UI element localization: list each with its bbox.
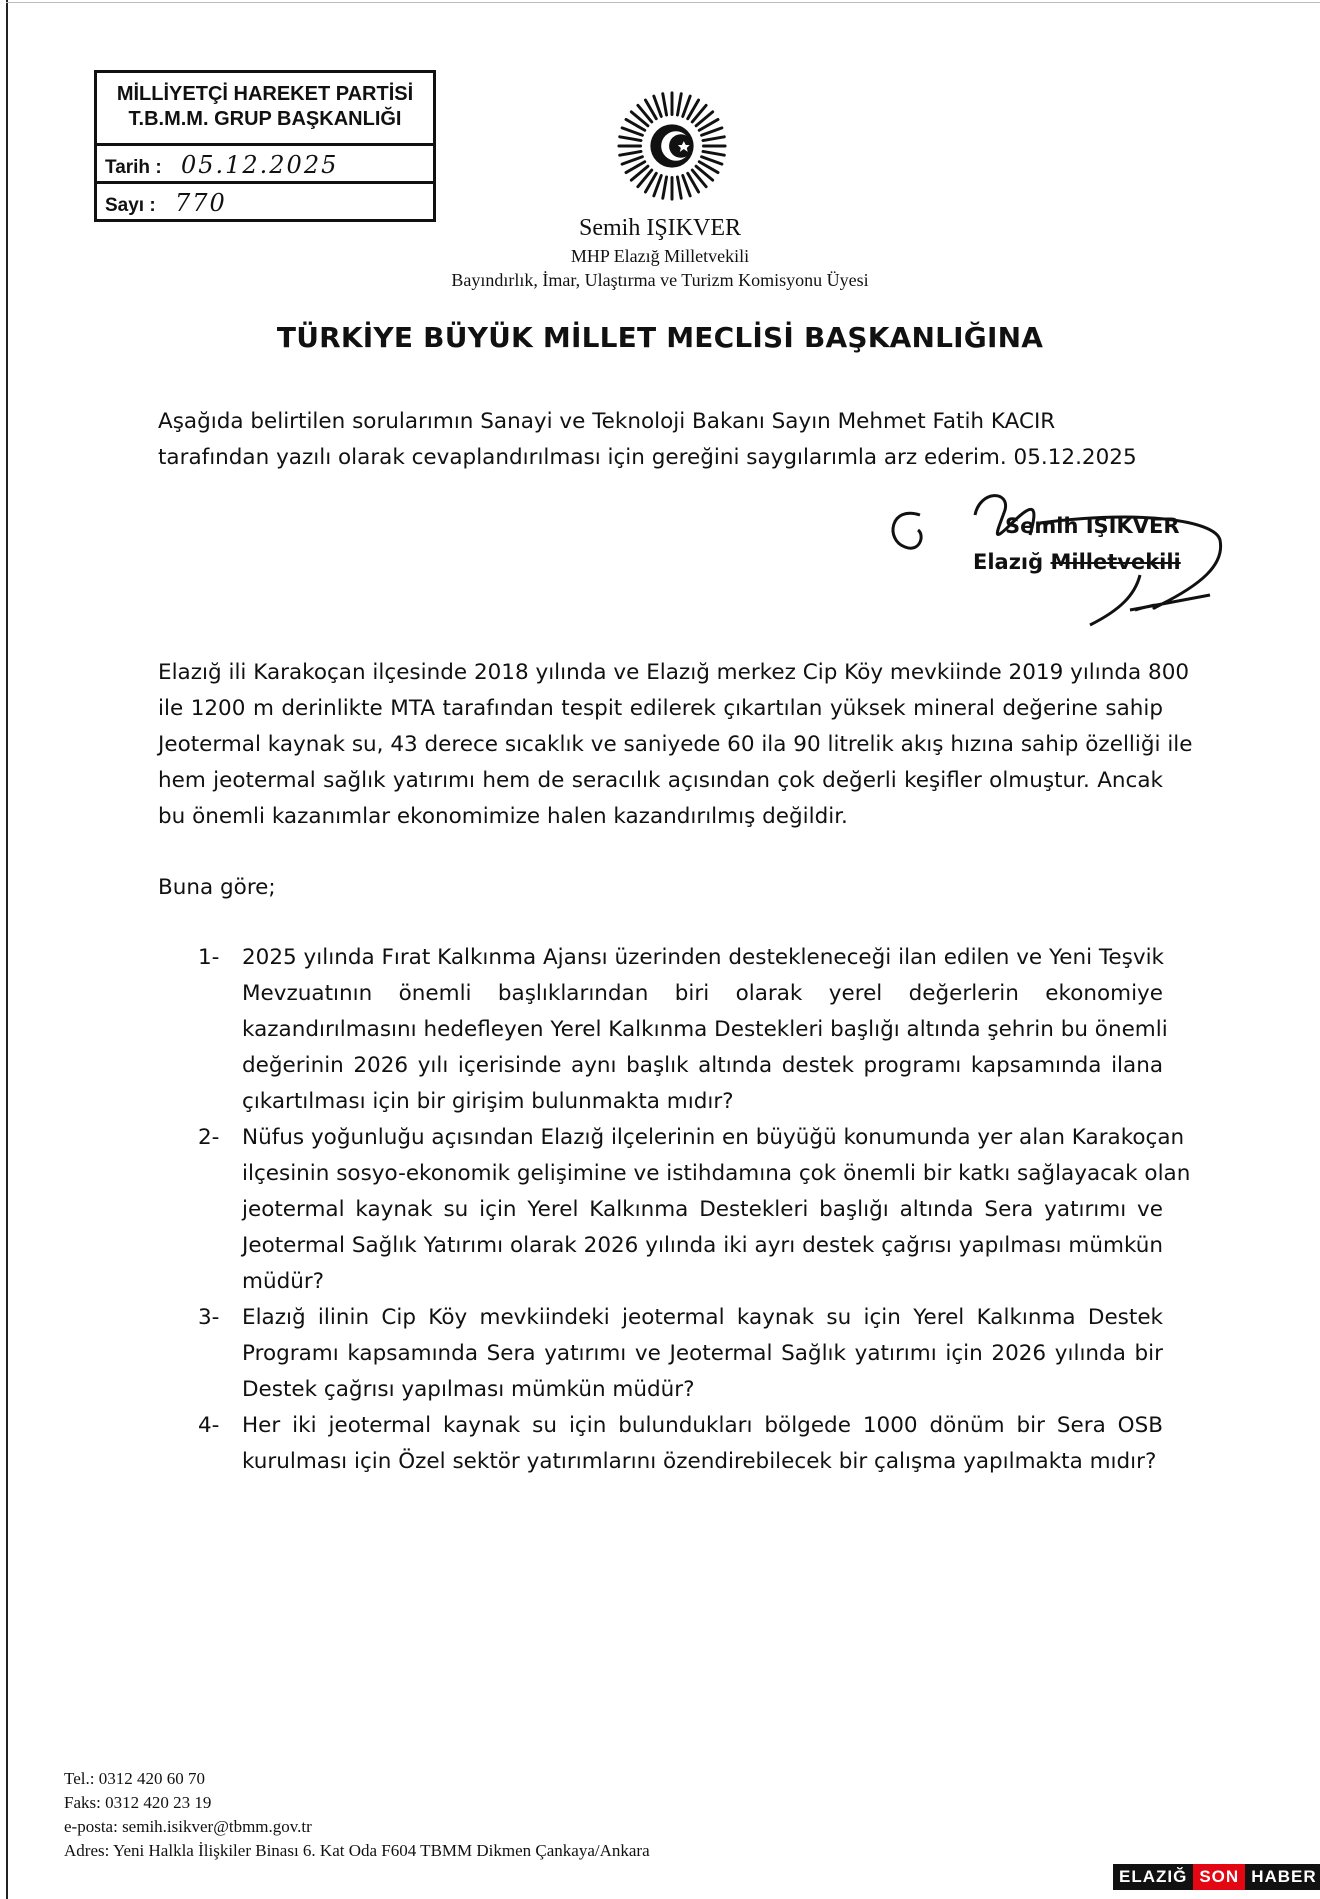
question-item	[198, 1408, 1163, 1480]
stamp-party: MİLLİYETÇİ HAREKET PARTİSİ	[116, 83, 414, 105]
question-line: Nüfus yoğunluğu açısından Elazığ ilçelerinin en büyüğü konumunda yer alan Karakoçan	[242, 1125, 1185, 1150]
letterhead-commission: Bayındırlık, İmar, Ulaştırma ve Turizm Komisyonu Üyesi	[451, 270, 869, 290]
question-line: Her iki jeotermal kaynak su için bulundukları bölgede 1000 dönüm bir Sera OSB	[242, 1413, 1163, 1438]
body-line: bu önemli kazanımlar ekonomimize halen kazandırılmış değildir.	[158, 804, 848, 829]
question-line: Destek çağrısı yapılması mümkün müdür?	[242, 1377, 695, 1402]
watermark-part: ELAZIĞ	[1113, 1864, 1193, 1890]
intro-line: Aşağıda belirtilen sorularımın Sanayi ve Teknoloji Bakanı Sayın Mehmet Fatih KACIR	[158, 409, 1056, 434]
question-list	[198, 940, 1191, 1480]
footer-address: Adres: Yeni Halkla İlişkiler Binası 6. Kat Oda F604 TBMM Dikmen Çankaya/Ankara	[64, 1841, 650, 1860]
question-number: 4-	[198, 1413, 220, 1438]
stamp-header	[97, 73, 433, 146]
watermark-part: SON	[1193, 1864, 1245, 1890]
footer-email: e-posta: semih.isikver@tbmm.gov.tr	[64, 1817, 312, 1836]
body-line: Elazığ ili Karakoçan ilçesinde 2018 yılında ve Elazığ merkez Cip Köy mevkiinde 2019 yılında 800	[158, 660, 1190, 685]
stamp-office: T.B.M.M. GRUP BAŞKANLIĞI	[128, 108, 402, 130]
watermark-part: HABER	[1245, 1864, 1320, 1890]
stamp-number-value: 770	[174, 189, 227, 217]
question-line: ilçesinin sosyo-ekonomik gelişimine ve istihdamına çok önemli bir katkı sağlayacak olan	[242, 1161, 1191, 1186]
letterhead-name: Semih IŞIKVER	[579, 215, 741, 241]
footer-tel: Tel.: 0312 420 60 70	[64, 1769, 205, 1788]
document-title: TÜRKİYE BÜYÜK MİLLET MECLİSİ BAŞKANLIĞINA	[276, 321, 1044, 354]
question-line: müdür?	[242, 1269, 325, 1294]
question-line: jeotermal kaynak su için Yerel Kalkınma Destekleri başlığı altında Sera yatırımı ve	[242, 1197, 1163, 1222]
question-line: 2025 yılında Fırat Kalkınma Ajansı üzerinden destekleneceği ilan edilen ve Yeni Teşvik	[242, 945, 1164, 970]
intro-paragraph	[158, 404, 1158, 476]
question-item	[198, 940, 1168, 1120]
signature-role: Milletvekili	[1050, 550, 1181, 574]
page-edge-top	[6, 2, 1320, 3]
footer-fax: Faks: 0312 420 23 19	[64, 1793, 212, 1812]
source-watermark	[1113, 1864, 1320, 1890]
stamp-date-label: Tarih :	[105, 157, 162, 178]
signature-name: Semih IŞIKVER	[1005, 514, 1180, 538]
body-paragraph	[158, 655, 1193, 835]
body-line: hem jeotermal sağlık yatırımı hem de seracılık açısından çok değerli keşifler olmuştur. Ancak	[158, 768, 1163, 793]
question-line: Jeotermal Sağlık Yatırımı olarak 2026 yılında iki ayrı destek çağrısı yapılması mümkün	[242, 1233, 1163, 1258]
signature-title	[973, 550, 1181, 574]
question-number: 2-	[198, 1125, 220, 1150]
question-line: Programı kapsamında Sera yatırımı ve Jeotermal Sağlık yatırımı için 2026 yılında bir	[242, 1341, 1163, 1366]
question-line: değerinin 2026 yılı içerisinde aynı başlık altında destek programı kapsamında ilana	[242, 1053, 1163, 1078]
buna-gore: Buna göre;	[158, 875, 276, 900]
question-line: çıkartılması için bir girişim bulunmakta mıdır?	[242, 1089, 734, 1114]
registry-stamp	[94, 70, 436, 222]
tbmm-emblem-icon	[613, 87, 731, 205]
body-line: ile 1200 m derinlikte MTA tarafından tespit edilerek çıkartılan yüksek mineral değerine sahip	[158, 696, 1163, 721]
contact-footer	[64, 1767, 650, 1863]
stamp-number-label: Sayı :	[105, 195, 156, 216]
question-number: 3-	[198, 1305, 220, 1330]
body-line: Jeotermal kaynak su, 43 derece sıcaklık ve saniyede 60 ila 90 litrelik akış hızına sahip özelliği ile	[158, 732, 1193, 757]
intro-line: tarafından yazılı olarak cevaplandırılması için gereğini saygılarımla arz ederim. 05.12.2025	[158, 445, 1137, 470]
letterhead-role: MHP Elazığ Milletvekili	[570, 246, 750, 266]
question-line: Mevzuatının önemli başlıklarından biri olarak yerel değerlerin ekonomiye	[242, 981, 1163, 1006]
question-item	[198, 1300, 1163, 1408]
stamp-date-value: 05.12.2025	[180, 151, 339, 179]
question-line: kurulması için Özel sektör yatırımlarını özendirebilecek bir çalışma yapılmakta mıdır?	[242, 1449, 1157, 1474]
question-number: 1-	[198, 945, 220, 970]
question-line: Elazığ ilinin Cip Köy mevkiindeki jeotermal kaynak su için Yerel Kalkınma Destek	[242, 1305, 1163, 1330]
question-item	[198, 1120, 1191, 1300]
stamp-date-row	[97, 146, 433, 184]
signature-place: Elazığ	[973, 550, 1044, 574]
question-line: kazandırılmasını hedefleyen Yerel Kalkınma Destekleri başlığı altında şehrin bu önemli	[242, 1017, 1168, 1042]
